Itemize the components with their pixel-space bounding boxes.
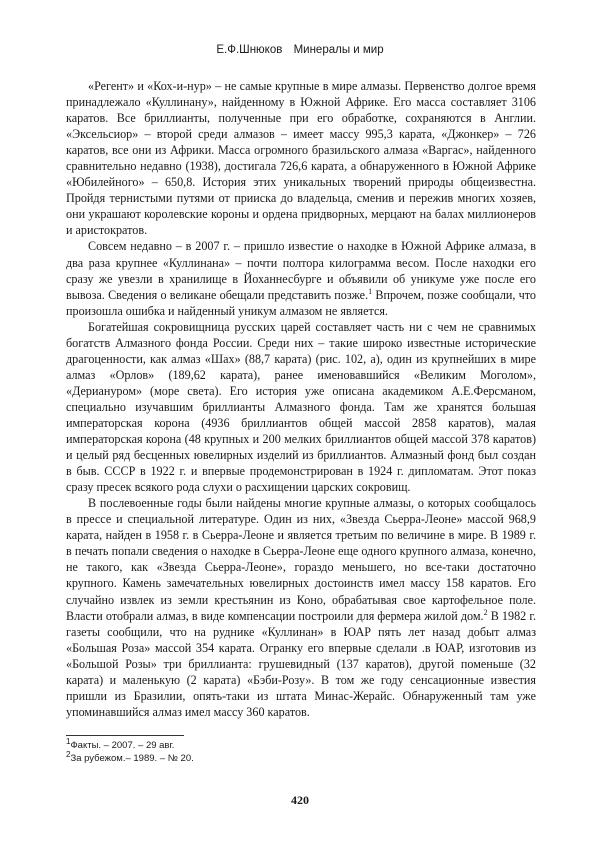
paragraph-2-tail: Впрочем, позже сообщали, что произошла ошибка и найденный уникум алмазом не является.	[66, 287, 536, 318]
paragraph-1-text: «Регент» и «Кох-и-нур» – не самые крупные в мире алмазы. Первенство долгое время принадлежало «Куллинану», найденному в Южной Африке. Его масса составляет 3106 каратов. Все бриллианты, полученные при его обработке, сохраняются в Англии. «Эксельсиор» – второй среди алмазов – имеет массу 995,3 карата, «Джонкер» – 726 каратов, все они из Африки. Масса огромного бразильского алмаза «Варгас», найденного сравнительно недавно (1938), достигала 726,6 карата, а обнаруженного в Южной Африке «Юбилейного» – 650,8. История этих уникальных творений природы общеизвестна. Пройдя тернистыми путями от прииска до владельца, сменив и пережив многих хозяев, они украшают королевские короны и ордена придворных, мерцают на балах миллионеров и аристократов.	[66, 79, 536, 238]
paragraph-3-text: Богатейшая сокровищница русских царей составляет часть ни с чем не сравнимых богатств Алмазного фонда России. Среди них – такие широко известные исторические драгоценности, как алмаз «Шах» (88,7 карата) (рис. 102, а), один из крупнейших в мире алмаз «Орлов» (189,62 карата), ранее именовавшийся «Великим Моголом», «Дериануром» (море света). Его история уже описана академиком А.Е.Ферсманом, специально изучавшим бриллианты Алмазного фонда. Там же хранятся большая императорская корона (4936 бриллиантов общей массой 2858 каратов), малая императорская корона (48 крупных и 200 мелких бриллиантов общей массой 378 каратов) и целый ряд бесценных ювелирных изделий из бриллиантов. Алмазный фонд был создан в быв. СССР в 1922 г. и впервые продемонстрирован в 1924 г. дипломатам. Этот показ сразу пресек всякого рода слухи о расхищении царских сокровищ.	[66, 319, 536, 495]
paragraph-3	[66, 319, 536, 496]
footnote-ref-1: 1	[368, 286, 373, 296]
paragraph-2	[66, 238, 536, 318]
footnote-1-mark: 1	[66, 736, 71, 746]
paragraph-4-tail: В 1982 г. газеты сообщили, что на руднике «Куллинан» в ЮАР пять лет назад добыт алмаз «Большая Роза» массой 354 карата. Огранку его впервые сделали .в ЮАР, изготовив из «Большой Розы» три бриллианта: грушевидный (137 каратов), другой поменьше (32 карата) и маленькую (2 карата) «Бэби-Розу». В том же году сенсационные известия пришли из Бразилии, опять-таки из штата Минас-Жерайс. Обнаруженный там уже упоминавшийся алмаз имел массу 360 каратов.	[66, 608, 536, 719]
footnote-2-text: За рубежом.– 1989. – № 20.	[70, 752, 194, 764]
footnote-ref-2: 2	[483, 607, 488, 617]
paragraph-2-text: Совсем недавно – в 2007 г. – пришло известие о находке в Южной Африке алмаза, в два раза крупнее «Куллинана» – почти полтора килограмма весом. После находки его сразу же увезли в хранилище в Йоханнесбурге и объявили об уникуме уже после его вывоза. Сведения о великане обещали представить позже.	[66, 239, 536, 302]
paragraph-1	[66, 78, 536, 238]
footnote-1-text: Факты. – 2007. – 29 авг.	[70, 740, 175, 751]
paragraph-4	[66, 495, 536, 720]
header-author: Е.Ф.Шнюков	[216, 44, 283, 56]
footnotes	[66, 736, 536, 765]
footnote-2	[66, 749, 536, 766]
body-text	[66, 78, 536, 720]
running-head	[0, 44, 600, 56]
page-number: 420	[291, 793, 309, 807]
footnote-2-mark: 2	[66, 749, 71, 759]
paragraph-4-text: В послевоенные годы были найдены многие крупные алмазы, о которых сообщалось в прессе и специальной литературе. Один из них, «Звезда Сьерра-Леоне» массой 968,9 карата, найден в 1958 г. в Сьерра-Леоне и является третьим по величине в мире. В 1989 г. в печать попали сведения о находке в Сьерра-Леоне еще одного крупного алмаза, конечно, не такого, как «Звезда Сьерра-Леоне», гораздо меньшего, но все-таки достаточно крупного. Камень замечательных ювелирных достоинств имел массу 158 каратов. Его случайно извлек из земли крестьянин из Коно, обрабатывая свое картофельное поле. Власти отобрали алмаз, в виде компенсации построили для фермера жилой дом.	[66, 496, 536, 623]
footnote-1	[66, 736, 536, 753]
footnote-divider	[66, 735, 184, 736]
header-title: Минералы и мир	[293, 44, 384, 56]
